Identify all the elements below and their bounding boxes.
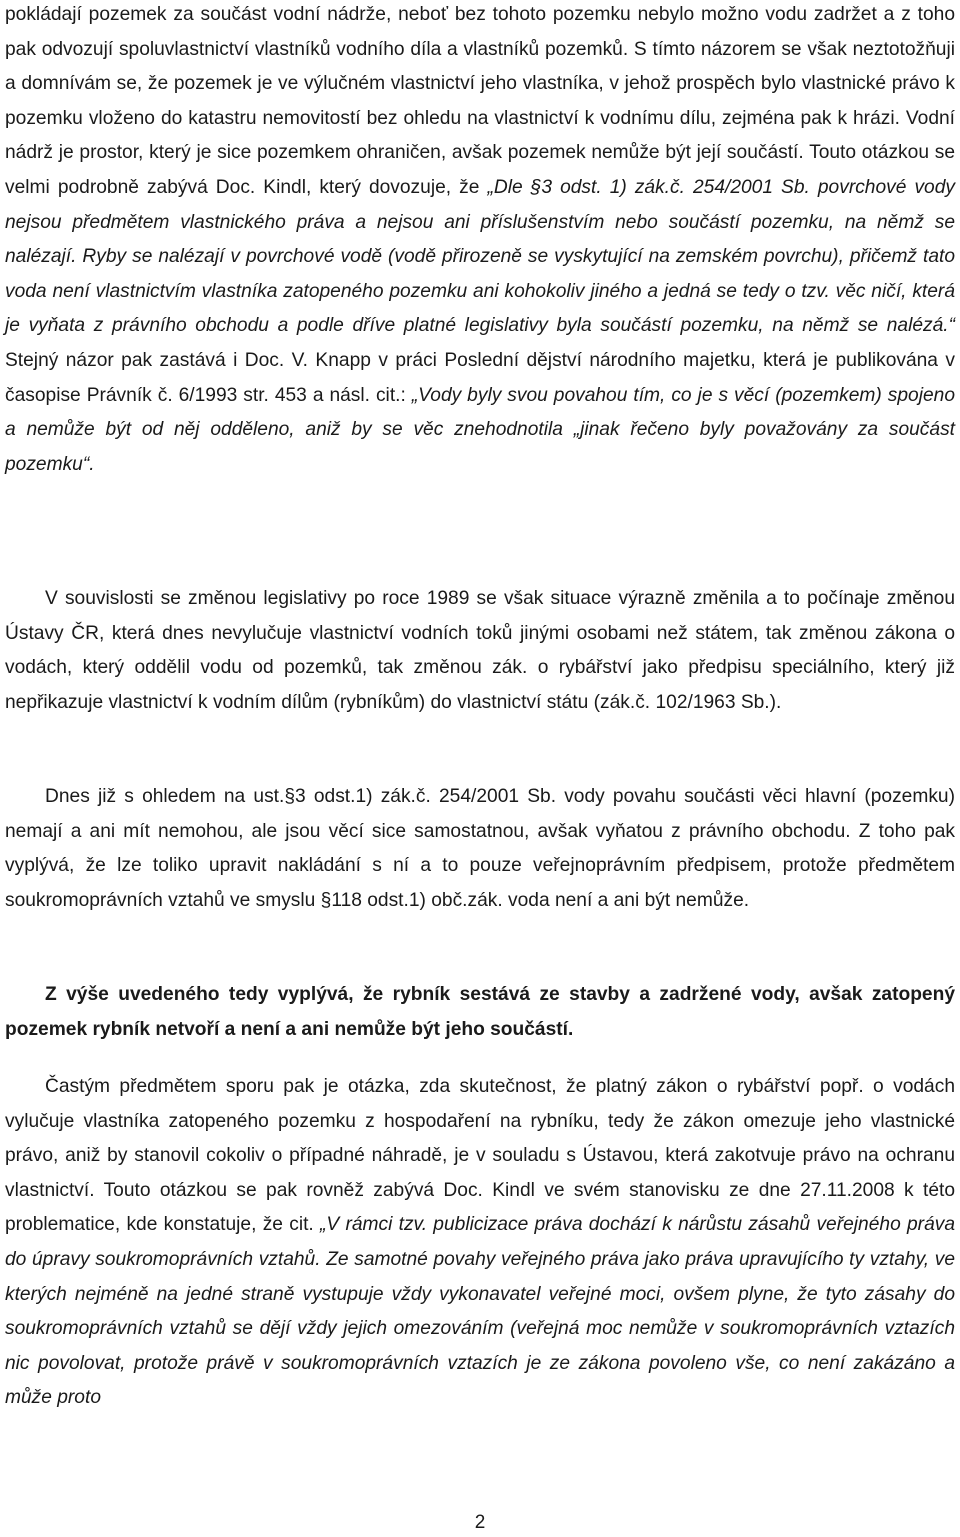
paragraph-text: Častým předmětem sporu pak je otázka, zda skutečnost, že platný zákon o rybářství popř. o vodách vylučuje vlastníka zatopeného pozemku z hospodaření na rybníku, tedy že zákon omezuje jeho vlastnické právo, aniž by stanovil cokoliv o případné náhradě, je v souladu s Ústavou, která zakotvuje právo na ochranu vlastnictví. Touto otázkou se pak rovněž zabývá Doc. Kindl ve svém stanovisku ze dne 27.11.2008 k této problematice, kde konstatuje, že cit. [5, 1076, 955, 1236]
quotation-kindl: „Dle §3 odst. 1) zák.č. 254/2001 Sb. povrchové vody nejsou předmětem vlastnického práva a nejsou ani příslušenstvím nebo součástí pozemku, na němž se nalézají. Ryby se nalézají v povrchové vodě (vodě přirozeně se vyskytující na zemském povrchu), přičemž tato voda není vlastnictvím vlastníka zatopeného pozemku ani kohokoliv jiného a jedná se tedy o tzv. věc ničí, která je vyňata z právního obchodu a podle dříve platné legislativy byla součástí pozemku, na němž se nalézá.“ [5, 176, 955, 337]
conclusion-bold-text: Z výše uvedeného tedy vyplývá, že rybník sestává ze stavby a zadržené vody, avšak zatopený pozemek rybník netvoří a není a ani nemůže být jeho součástí. [5, 984, 955, 1040]
paragraph-ownership-of-land [5, 0, 955, 482]
quotation-knapp: „Vody byly svou povahou tím, co je s věcí (pozemkem) spojeno a nemůže být od něj odděleno, aniž by se věc znehodnotila „jinak řečeno byly považovány za součást pozemku“. [5, 384, 955, 475]
paragraph-legislation-change [5, 582, 955, 720]
paragraph-constitutional-question [5, 1070, 955, 1416]
paragraph-conclusion [5, 978, 955, 1047]
paragraph-text: Stejný názor pak zastává i Doc. V. Knapp v práci Poslední dějství národního majetku, která je publikována v časopise Právník č. 6/1993 str. 453 a násl. cit.: [5, 349, 955, 406]
page-number: 2 [474, 1512, 486, 1533]
paragraph-text: V souvislosti se změnou legislativy po roce 1989 se však situace výrazně změnila a to počínaje změnou Ústavy ČR, která dnes nevylučuje vlastnictví vodních toků jinými osobami než státem, tak změnou zákona o vodách, který oddělil vodu od pozemků, tak změnou zák. o rybářství jako předpisu speciálního, který již nepřikazuje vlastnictví k vodním dílům (rybníkům) do vlastnictví státu (zák.č. 102/1963 Sb.). [5, 588, 955, 713]
paragraph-text: Dnes již s ohledem na ust.§3 odst.1) zák.č. 254/2001 Sb. vody povahu součásti věci hlavní (pozemku) nemají a ani mít nemohou, ale jsou věcí sice samostatnou, avšak vyňatou z právního obchodu. Z toho pak vyplývá, že lze toliko upravit nakládání s ní a to pouze veřejnoprávním předpisem, protože předmětem soukromoprávních vztahů ve smyslu §118 odst.1) obč.zák. voda není a ani být nemůže. [5, 786, 955, 911]
paragraph-text: pokládají pozemek za součást vodní nádrže, neboť bez tohoto pozemku nebylo možno vodu zadržet a z toho pak odvozují spoluvlastnictví vlastníků vodního díla a vlastníků pozemků. S tímto názorem se však neztotožňuji a domnívám se, že pozemek je ve výlučném vlastnictví jeho vlastníka, v jehož prospěch bylo vlastnické právo k pozemku vloženo do katastru nemovitostí bez ohledu na vlastnictví k vodnímu dílu, zejména pak k hrázi. Vodní nádrž je prostor, který je sice pozemkem ohraničen, avšak pozemek nemůže být její součástí. Touto otázkou se velmi podrobně zabývá Doc. Kindl, který dovozuje, že [5, 4, 955, 198]
paragraph-water-status [5, 780, 955, 918]
quotation-kindl-opinion: „V rámci tzv. publicizace práva dochází k nárůstu zásahů veřejného práva do úpravy soukromoprávních vztahů. Ze samotné povahy veřejného práva jako práva upravujícího ty vztahy, ve kterých nejméně na jedné straně vystupuje vždy vykonavatel veřejné moci, ovšem plyne, že tyto zásahy do soukromoprávních vztahů se dějí vždy jejich omezováním (veřejná moc nemůže v soukromoprávních vztazích nic povolovat, protože právě v soukromoprávních vztazích je ze zákona povoleno vše, co není zakázáno a může proto [5, 1214, 955, 1409]
